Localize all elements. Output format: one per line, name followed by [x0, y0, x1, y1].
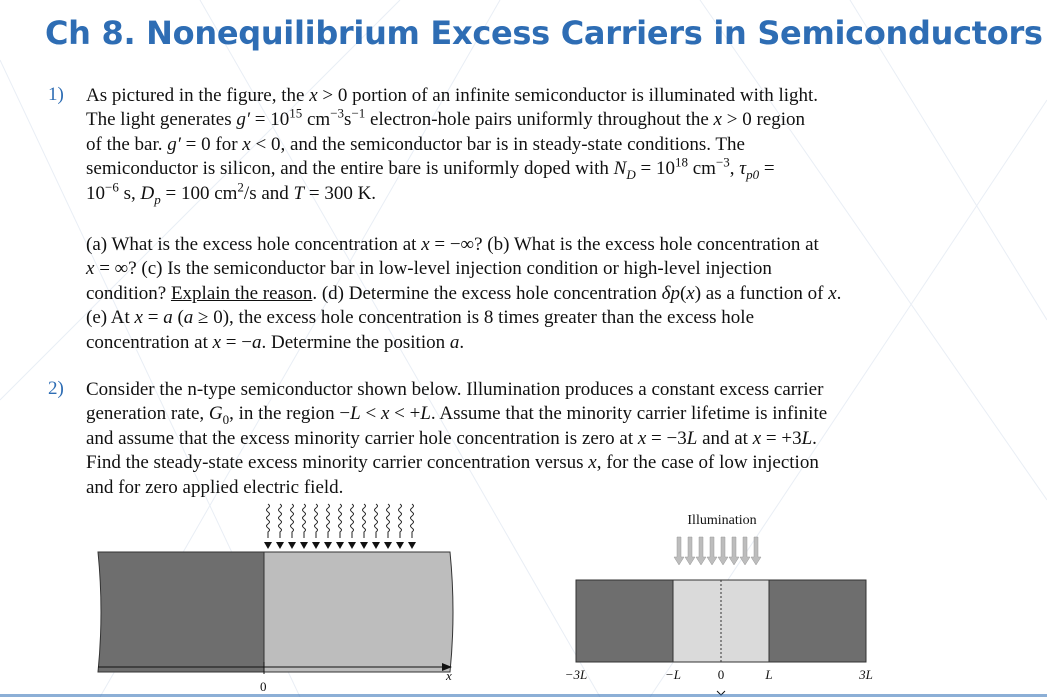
problem-1-text: As pictured in the figure, the x > 0 portion of an infinite semiconductor is illuminated with light. The light generates $g' = 10^{15}$ $cm^{-3}s^{-1}$ electron-hole pairs uniformly throughout the x > 0 region of the bar. g′ = 0 for x < 0, and the semiconductor bar is in steady-state conditions. The semiconductor is silicon, and the entire bare is uniformly doped with $N_D = 10^{18}$ $cm^{-3}$, $\tau_{p0}$ = $10^{-6}$ s, $D_p = 100$ $cm^2/s$ and T = 300 K. [86, 85, 819, 207]
illumination-arrows [674, 537, 761, 565]
tick-L: L [765, 667, 773, 682]
page-title: Ch 8. Nonequilibrium Excess Carriers in Semiconductors [45, 14, 1043, 52]
problem-2-number: 2) [48, 378, 64, 399]
problem-1-number: 1) [48, 84, 64, 105]
tick-minus-3L: −3L [564, 667, 588, 682]
tick-3L: 3L [859, 667, 873, 682]
origin-label: 0 [260, 679, 267, 694]
dark-region-right [769, 580, 866, 662]
figure-1-semiconductor-bar [90, 500, 470, 697]
dark-region-left [98, 552, 264, 672]
explain-reason-underlined: Explain the reason [170, 282, 313, 304]
x-axis-label: x [446, 668, 452, 683]
illumination-waves [267, 504, 414, 538]
problem-1-questions: (a) What is the excess hole concentration at x = −∞? (b) What is the excess hole concentration at x = ∞? (c) Is the semiconductor bar in low-level injection condition or high-level injection condition? Explain the reason. (d) Determine the excess hole concentration δp(x) as a function of x. (e) At x = a (a ≥ 0), the excess hole concentration is 8 times greater than the excess hole concentration at x = −a. Determine the position a. [86, 234, 842, 353]
tick-minus-L: −L [664, 667, 682, 682]
problem-2-text: Consider the n-type semiconductor shown below. Illumination produces a constant excess carrier generation rate, $G_0$, in the region −L < x < +L. Assume that the minority carrier lifetime is infinite and assume that the excess minority carrier hole concentration is zero at x = −3L and at x = +3L. Find the steady-state excess minority carrier concentration versus x, for the case of low injection and for zero applied electric field. [86, 379, 828, 498]
dark-region-left [576, 580, 673, 662]
illumination-label: Illumination [687, 513, 757, 528]
figure-2-n-type-bar [560, 505, 890, 697]
tick-zero: 0 [717, 667, 725, 682]
illuminated-region-right [264, 552, 453, 672]
